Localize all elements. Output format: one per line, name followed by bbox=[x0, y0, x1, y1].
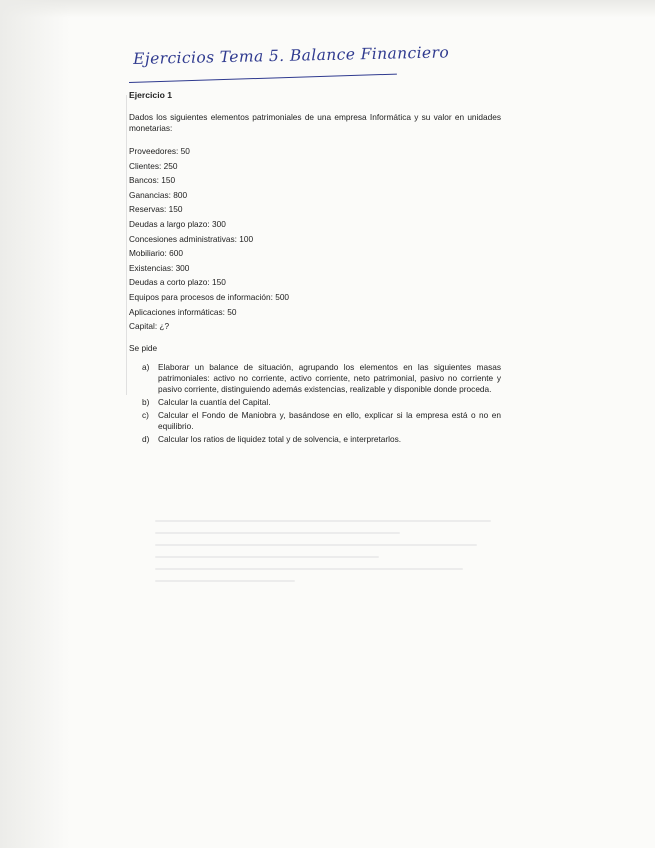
list-item: Equipos para procesos de información: 500 bbox=[129, 291, 290, 302]
list-item: Concesiones administrativas: 100 bbox=[129, 233, 254, 244]
list-item: Deudas a largo plazo: 300 bbox=[129, 218, 226, 229]
task-item bbox=[129, 397, 501, 408]
list-item: Deudas a corto plazo: 150 bbox=[129, 277, 226, 288]
task-item bbox=[129, 434, 501, 445]
bleed-through-text bbox=[155, 520, 505, 592]
task-item bbox=[129, 362, 501, 395]
task-letter: b) bbox=[142, 396, 150, 407]
task-letter: d) bbox=[142, 433, 150, 444]
task-text: Calcular la cuantía del Capital. bbox=[158, 396, 271, 407]
exercise-title: Ejercicio 1 bbox=[129, 90, 172, 100]
task-letter: c) bbox=[142, 409, 149, 420]
tasks-list bbox=[129, 362, 501, 445]
photo-edge bbox=[0, 0, 655, 18]
list-item: Clientes: 250 bbox=[129, 160, 178, 171]
list-item: Ganancias: 800 bbox=[129, 189, 188, 200]
task-text: Calcular el Fondo de Maniobra y, basándose en ello, explicar si la empresa está o no en equilibrio. bbox=[158, 409, 501, 431]
exercise-intro: Dados los siguientes elementos patrimoniales de una empresa Informática y su valor en unidades monetarias: bbox=[129, 112, 501, 133]
list-item: Existencias: 300 bbox=[129, 262, 190, 273]
heading-underline bbox=[129, 74, 397, 83]
list-item: Proveedores: 50 bbox=[129, 146, 190, 156]
handwritten-heading: Ejercicios Tema 5. Balance Financiero bbox=[133, 43, 450, 68]
exercise-body bbox=[129, 90, 501, 447]
patrimonial-items-list bbox=[129, 144, 501, 334]
task-letter: a) bbox=[142, 361, 150, 372]
list-item: Aplicaciones informáticas: 50 bbox=[129, 306, 237, 317]
list-item: Reservas: 150 bbox=[129, 204, 183, 215]
request-label: Se pide bbox=[129, 342, 158, 353]
list-item: Capital: ¿? bbox=[129, 321, 170, 332]
task-item bbox=[129, 410, 501, 432]
list-item: Mobiliario: 600 bbox=[129, 248, 183, 259]
list-item: Bancos: 150 bbox=[129, 175, 176, 186]
photo-shadow bbox=[0, 0, 70, 848]
task-text: Calcular los ratios de liquidez total y de solvencia, e interpretarlos. bbox=[158, 433, 402, 444]
page-margin-line bbox=[126, 95, 127, 395]
task-text: Elaborar un balance de situación, agrupando los elementos en las siguientes masas patrimoniales: activo no corriente, activo corriente, neto patrimonial, pasivo no corriente y pasivo corriente, distinguiendo además existencias, realizable y disponible donde proceda. bbox=[158, 361, 501, 394]
